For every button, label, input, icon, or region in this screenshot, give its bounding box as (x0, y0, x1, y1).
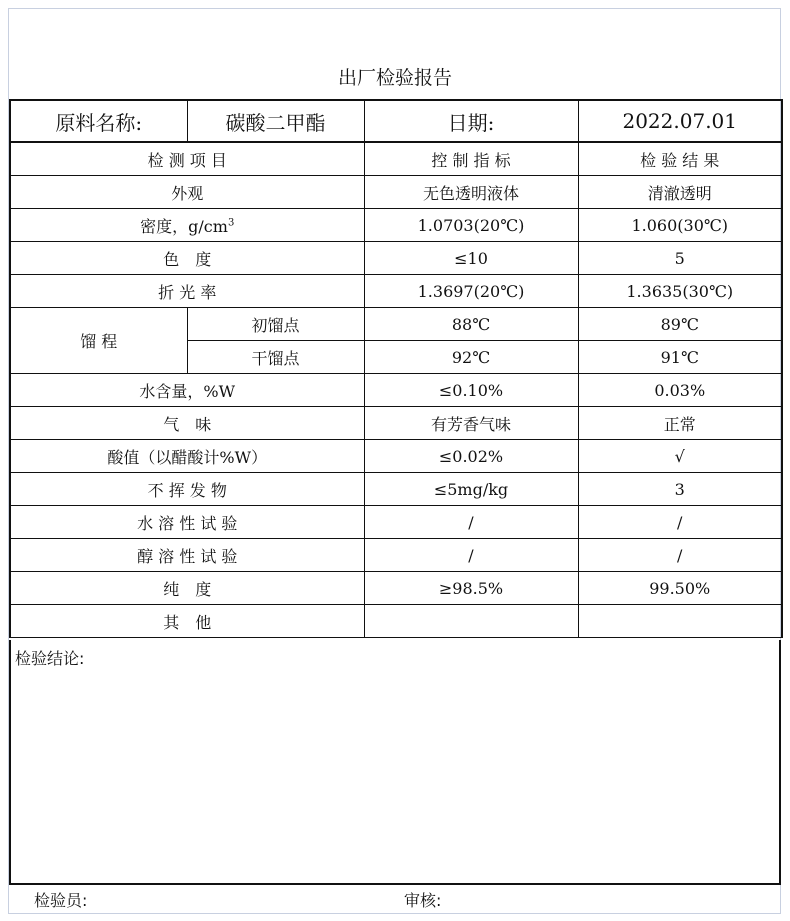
table-row (10, 440, 782, 473)
row-result: 89℃ (578, 308, 782, 341)
date-value: 2022.07.01 (578, 100, 782, 142)
row-result: 3 (578, 473, 782, 506)
date-label: 日期: (364, 100, 578, 142)
inspector-label: 检验员: (34, 891, 88, 910)
row-spec: 无色透明液体 (364, 176, 578, 209)
table-row (10, 572, 782, 605)
material-label: 原料名称: (10, 100, 187, 142)
row-result: 正常 (578, 407, 782, 440)
row-item: 不 挥 发 物 (10, 473, 364, 506)
row-result: 5 (578, 242, 782, 275)
col-header-item: 检 测 项 目 (10, 142, 364, 176)
table-row (10, 605, 782, 638)
table-row (10, 242, 782, 275)
row-item: 初馏点 (187, 308, 364, 341)
row-result: 1.060(30℃) (578, 209, 782, 242)
row-spec: ≤10 (364, 242, 578, 275)
header-row (10, 100, 782, 142)
row-spec: ≤5mg/kg (364, 473, 578, 506)
table-row (10, 539, 782, 572)
row-result: 99.50% (578, 572, 782, 605)
row-result: / (578, 539, 782, 572)
row-item: 密度，$g/cm^3$ (10, 209, 364, 242)
row-group-distillation: 馏 程 (10, 308, 187, 374)
row-spec: 1.0703(20℃) (364, 209, 578, 242)
row-result: / (578, 506, 782, 539)
col-header-spec: 控 制 指 标 (364, 142, 578, 176)
row-spec: / (364, 539, 578, 572)
row-spec: ≤0.02% (364, 440, 578, 473)
row-item: 酸值（以醋酸计%W） (10, 440, 364, 473)
row-spec: 有芳香气味 (364, 407, 578, 440)
table-row (10, 209, 782, 242)
row-spec: ≤0.10% (364, 374, 578, 407)
report-title: 出厂检验报告 (337, 67, 452, 89)
row-item: 水 溶 性 试 验 (10, 506, 364, 539)
column-header-row (10, 142, 782, 176)
material-value: 碳酸二甲酯 (187, 100, 364, 142)
row-item: 外观 (10, 176, 364, 209)
row-item: 折 光 率 (10, 275, 364, 308)
row-item: 纯 度 (10, 572, 364, 605)
row-spec (364, 605, 578, 638)
table-row (10, 407, 782, 440)
row-spec: 88℃ (364, 308, 578, 341)
row-result: √ (578, 440, 782, 473)
reviewer-label: 审核: (404, 891, 442, 910)
row-result: 清澈透明 (578, 176, 782, 209)
table-row (10, 473, 782, 506)
table-row (10, 176, 782, 209)
col-header-result: 检 验 结 果 (578, 142, 782, 176)
row-item: 色 度 (10, 242, 364, 275)
table-row (10, 308, 782, 341)
row-spec: 1.3697(20℃) (364, 275, 578, 308)
row-item: 水含量，%W (10, 374, 364, 407)
inspection-table (9, 99, 783, 638)
row-item: 醇 溶 性 试 验 (10, 539, 364, 572)
row-result: 1.3635(30℃) (578, 275, 782, 308)
row-result (578, 605, 782, 638)
row-item: 气 味 (10, 407, 364, 440)
table-row (10, 506, 782, 539)
row-item: 其 他 (10, 605, 364, 638)
row-spec: ≥98.5% (364, 572, 578, 605)
row-result: 91℃ (578, 341, 782, 374)
table-row (10, 374, 782, 407)
row-spec: 92℃ (364, 341, 578, 374)
row-spec: / (364, 506, 578, 539)
row-result: 0.03% (578, 374, 782, 407)
table-row (10, 275, 782, 308)
conclusion-label: 检验结论: (15, 649, 85, 668)
row-item: 干馏点 (187, 341, 364, 374)
conclusion-box (9, 640, 781, 885)
